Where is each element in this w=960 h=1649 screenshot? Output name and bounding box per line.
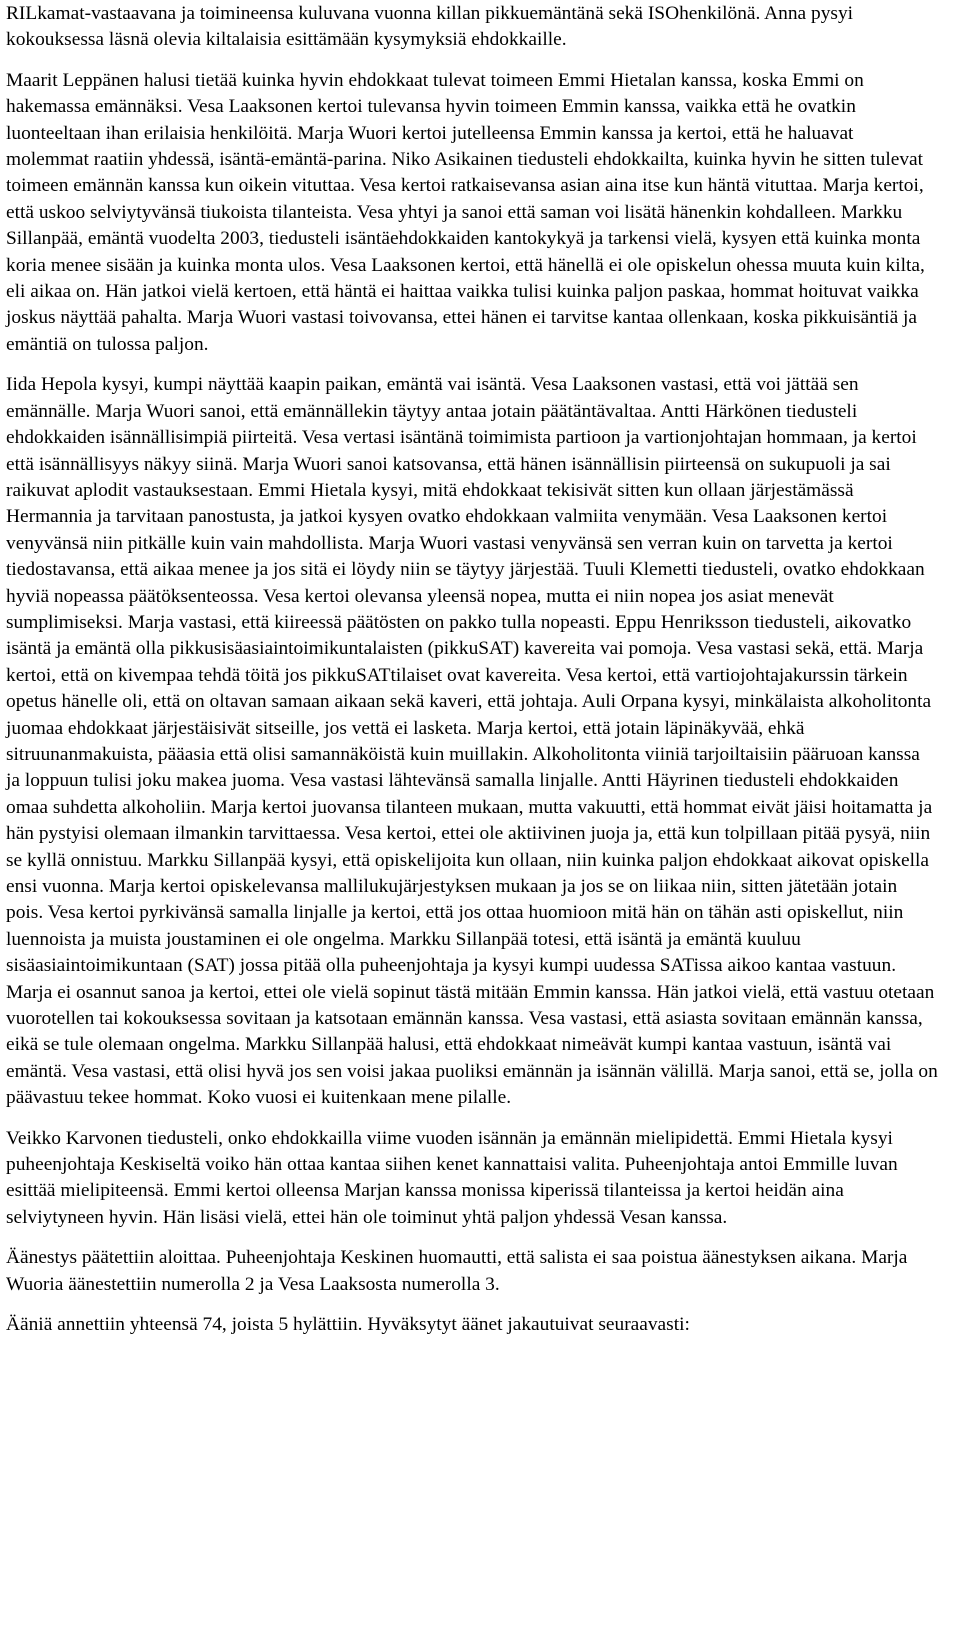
paragraph-previous-host-opinion: Veikko Karvonen tiedusteli, onko ehdokkailla viime vuoden isännän ja emännän mielipidettä. Emmi Hietala kysyi puheenjohtaja Keskiseltä voiko hän ottaa kantaa siihen kenet kannattaisi valita. Puheenjohtaja antoi Emmille luvan esittää mielipiteensä. Emmi kertoi olleensa Marjan kanssa monissa kiperissä tilanteissa ja kertoi heidän aina selviytyneen hyvin. Hän lisäsi vielä, ettei hän ole toiminut yhtä paljon yhdessä Vesan kanssa. — [6, 1127, 898, 1228]
paragraph-questions-part-1: Maarit Leppänen halusi tietää kuinka hyvin ehdokkaat tulevat toimeen Emmi Hietalan kanssa, koska Emmi on hakemassa emännäksi. Vesa Laaksonen kertoi tulevansa hyvin toimeen Emmin kanssa, vaikka että he ovatkin luonteeltaan ihan erilaisia henkilöitä. Marja Wuori kertoi jutelleensa Emmin kanssa ja kertoi, että he haluavat molemmat raatiin yhdessä, isäntä-emäntä-parina. Niko Asikainen tiedusteli ehdokkailta, kuinka hyvin he sitten tulevat toimeen emännän kanssa kun oikein vituttaa. Vesa kertoi ratkaisevansa asian aina itse kun häntä vituttaa. Marja kertoi, että uskoo selviytyvänsä tiukoista tilanteista. Vesa yhtyi ja sanoi että saman voi lisätä hänenkin kohdalleen. Markku Sillanpää, emäntä vuodelta 2003, tiedusteli isäntäehdokkaiden kantokykyä ja tarkensi vielä, kysyen että kuinka monta koria menee sisään ja kuinka monta ulos. Vesa Laaksonen kertoi, että hänellä ei ole opiskelun ohessa muuta kuin kilta, eli aikaa on. Hän jatkoi vielä kertoen, että häntä ei haittaa vaikka tulisi kuinka paljon paskaa, hommat hoituvat vaikka joskus näyttää pahalta. Marja Wuori vastasi toivovansa, ettei hänen ei tarvitse kantaa ollenkaan, koska pikkuisäntiä ja emäntiä on tulossa paljon. — [6, 69, 925, 355]
paragraph-vote-results-intro: Ääniä annettiin yhteensä 74, joista 5 hylättiin. Hyväksytyt äänet jakautuivat seuraavasti: — [6, 1314, 690, 1336]
paragraph-candidate-intro: RILkamat-vastaavana ja toimineensa kuluvana vuonna killan pikkuemäntänä sekä ISOhenkilönä. Anna pysyi kokouksessa läsnä olevia kiltalaisia esittämään kysymyksiä ehdokkaille. — [6, 3, 854, 51]
paragraph-voting-start: Äänestys päätettiin aloittaa. Puheenjohtaja Keskinen huomautti, että salista ei saa poistua äänestyksen aikana. Marja Wuoria äänestettiin numerolla 2 ja Vesa Laaksosta numerolla 3. — [6, 1247, 908, 1295]
paragraph-questions-part-2: Iida Hepola kysyi, kumpi näyttää kaapin paikan, emäntä vai isäntä. Vesa Laaksonen vastasi, että voi jättää sen emännälle. Marja Wuori sanoi, että emännällekin täytyy antaa jotain päätäntävaltaa. Antti Härkönen tiedusteli ehdokkaiden isännällisimpiä piirteitä. Vesa vertasi isäntänä toimimista partioon ja vartionjohtajan hommaan, ja kertoi että isännällisyys näkyy siinä. Marja Wuori sanoi katsovansa, että hänen isännällisin piirteensä on sukupuoli ja sai raikuvat aplodit vastauksestaan. Emmi Hietala kysyi, mitä ehdokkaat tekisivät sitten kun ollaan järjestämässä Hermannia ja tarvitaan panostusta, ja jatkoi kysyen ovatko ehdokkaan valmiita venymään. Vesa Laaksonen kertoi venyvänsä niin pitkälle kuin vain mahdollista. Marja Wuori vastasi venyvänsä sen verran kuin on tarvetta ja kertoi tiedostavansa, että aikaa menee ja jos sitä ei löydy niin se täytyy järjestää. Tuuli Klemetti tiedusteli, ovatko ehdokkaan hyviä nopeassa päätöksenteossa. Vesa kertoi olevansa yleensä nopea, mutta ei niin nopea jos asiat menevät sumplimiseksi. Marja vastasi, että kiireessä päätösten on pakko tulla nopeasti. Eppu Henriksson tiedusteli, aikovatko isäntä ja emäntä olla pikkusisäasiaintoimikuntalaisten (pikkuSAT) kavereita vai pomoja. Vesa vastasi sekä, että. Marja kertoi, että on kivempaa tehdä töitä jos pikkuSATtilaiset ovat kavereita. Vesa kertoi, että vartiojohtajakurssin tärkein opetus hänelle oli, että on oltavan samaan aikaan sekä kaveri, että johtaja. Auli Orpana kysyi, minkälaista alkoholitonta juomaa ehdokkaat järjestäisivät sitseille, jos vettä ei lasketa. Marja kertoi, että jotain läpinäkyvää, ehkä sitruunanmakuista, pääasia että olisi samannäköistä kuin muillakin. Alkoholitonta viiniä tarjoiltaisiin pääruoan kanssa ja loppuun tulisi joku makea juoma. Vesa vastasi lähtevänsä samalla linjalle. Antti Häyrinen tiedusteli ehdokkaiden omaa suhdetta alkoholiin. Marja kertoi juovansa tilanteen mukaan, mutta vakuutti, että hommat eivät jäisi hoitamatta ja hän pystyisi olemaan ilmankin tarvittaessa. Vesa kertoi, ettei ole aktiivinen juoja ja, että kun tolpillaan pitää pysyä, niin se kyllä onnistuu. Markku Sillanpää kysyi, että opiskelijoita kun ollaan, niin kuinka paljon ehdokkaat aikovat opiskella ensi vuonna. Marja kertoi opiskelevansa mallilukujärjestyksen mukaan ja jos se on liikaa niin, sitten jätetään jotain pois. Vesa kertoi pyrkivänsä samalla linjalle ja kertoi, että jos ottaa huomioon mitä hän on tähän asti opiskellut, niin luennoista ja muista joustaminen ei ole ongelma. Markku Sillanpää totesi, että isäntä ja emäntä kuuluu sisäasiaintoimikuntaan (SAT) jossa pitää olla puheenjohtaja ja kysyi kumpi uudessa SATissa aikoo kantaa vastuun. Marja ei osannut sanoa ja kertoi, ettei ole vielä sopinut tästä mitään Emmin kanssa. Hän jatkoi vielä, että vastuu otetaan vuorotellen tai kokouksessa sovitaan ja katsotaan emännän kanssa. Vesa vastasi, että asiasta sovitaan emännän kanssa, eikä se tule olemaan ongelma. Markku Sillanpää halusi, että ehdokkaat nimeävät kumpi kantaa vastuun, isäntä vai emäntä. Vesa vastasi, että olisi hyvä jos sen voisi jakaa puoliksi emännän ja isännän välillä. Marja sanoi, että se, jolla on päävastuu tekee hommat. Koko vuosi ei kuitenkaan mene pilalle. — [6, 374, 938, 1109]
